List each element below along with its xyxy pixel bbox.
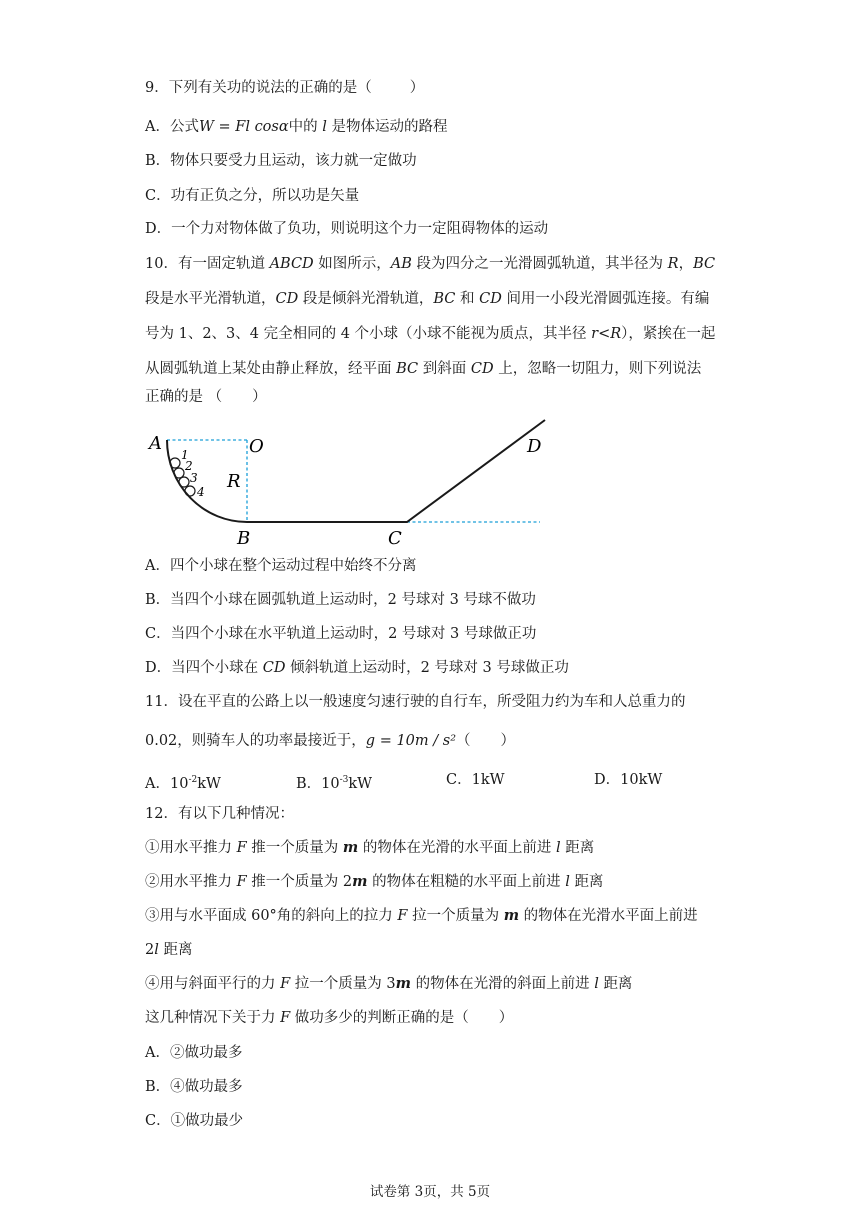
q10-option-b: B．当四个小球在圆弧轨道上运动时，2 号球对 3 号球不做功 [145,592,536,608]
track-diagram [145,412,555,550]
q9-option-d: D．一个力对物体做了负功，则说明这个力一定阻碍物体的运动 [145,221,549,237]
q10-stem-line5: 正确的是 （ ） [145,389,267,405]
q12-case-2: ②用水平推力 F 推一个质量为 2m 的物体在粗糙的水平面上前进 l 距离 [145,873,604,890]
work-formula: W = Fl cosα [198,119,289,135]
q9-option-a: A．公式W = Fl cosα中的 l 是物体运动的路程 [145,119,448,135]
point-label-o: O [249,436,264,457]
q9-stem: 9．下列有关功的说法的正确的是（ ） [145,80,425,96]
q10-stem-line2: 段是水平光滑轨道，CD 段是倾斜光滑轨道，BC 和 CD 间用一小段光滑圆弧连接。有编 [145,291,710,307]
q11-stem-line1: 11．设在平直的公路上以一般速度匀速行驶的自行车，所受阻力约为车和人总重力的 [145,694,686,710]
q12-option-a: A．②做功最多 [145,1045,243,1061]
q12-case-3-cont: 2l 距离 [145,942,193,958]
page-footer: 试卷第 3页，共 5页 [369,1184,491,1200]
ball-label-4: 4 [197,485,205,499]
ball-1 [170,458,180,468]
q12-stem: 12．有以下几种情况： [145,806,294,822]
q10-option-a: A．四个小球在整个运动过程中始终不分离 [145,558,417,574]
q10-option-d: D．当四个小球在 CD 倾斜轨道上运动时，2 号球对 3 号球做正功 [145,660,569,676]
q12-case-3: ③用与水平面成 60°角的斜向上的拉力 F 拉一个质量为 m 的物体在光滑水平面上前进 [145,907,698,924]
q10-stem-line1: 10．有一固定轨道 ABCD 如图所示，AB 段为四分之一光滑圆弧轨道，其半径为 R，BC [145,256,716,272]
q10-stem-line4: 从圆弧轨道上某处由静止释放，经平面 BC 到斜面 CD 上，忽略一切阻力，则下列说法 [145,361,702,377]
q10-option-c: C．当四个小球在水平轨道上运动时，2 号球对 3 号球做正功 [145,626,537,642]
q12-case-4: ④用与斜面平行的力 F 拉一个质量为 3m 的物体在光滑的斜面上前进 l 距离 [145,975,633,992]
q11-option-b: B．$10^{-3}kW$ [296,775,373,792]
ball-label-2: 2 [185,459,193,473]
point-label-a: A [149,433,162,454]
point-label-b: B [237,528,251,549]
point-label-d: D [527,436,542,457]
q11-option-d: D．10kW [594,772,663,788]
ball-4 [185,486,195,496]
q12-option-c: C．①做功最少 [145,1113,244,1129]
ball-label-1: 1 [181,448,189,462]
radius-label-r: R [227,471,241,492]
q12-ask: 这几种情况下关于力 F 做功多少的判断正确的是（ ） [145,1010,514,1026]
q11-option-c: C．1kW [446,772,505,788]
ball-3 [179,477,189,487]
ball-2 [174,468,184,478]
q10-stem-line3: 号为 1、2、3、4 完全相同的 4 个小球（小球不能视为质点，其半径 r<R），紧挨在一起 [145,326,716,342]
ball-label-3: 3 [190,471,198,485]
point-label-c: C [388,528,402,549]
gravity-formula: g = 10m / s² [365,733,457,749]
q11-stem-line2: 0.02，则骑车人的功率最接近于，g = 10m / s²（ ） [145,733,516,749]
q9-option-c: C．功有正负之分，所以功是矢量 [145,188,360,204]
q12-case-1: ①用水平推力 F 推一个质量为 m 的物体在光滑的水平面上前进 l 距离 [145,839,595,856]
q12-option-b: B．④做功最多 [145,1079,243,1095]
q11-option-a: A．$10^{-2}kW$ [145,775,221,792]
track-abcd [167,420,545,522]
q9-option-b: B．物体只要受力且运动，该力就一定做功 [145,153,417,169]
